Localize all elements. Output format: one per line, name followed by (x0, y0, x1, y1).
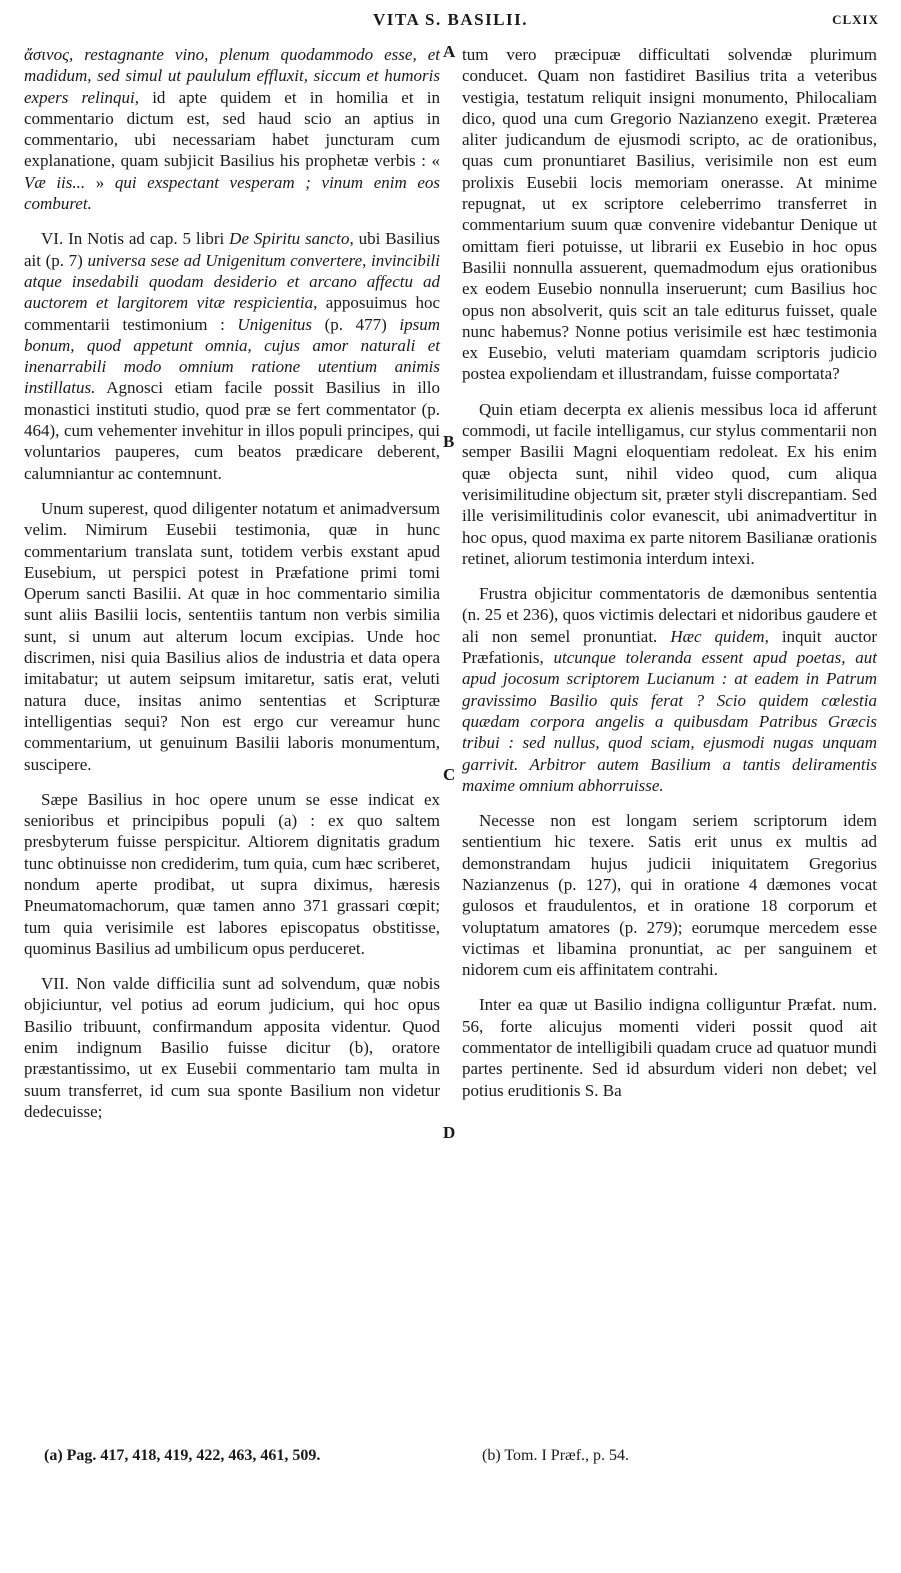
text-run: id apte quidem et in homilia et in commentario dictum est, sed haud scio an aptius in commentario, ubi necessariam habet juncturam cum explanatione, quam subjicit Basilius his prophetæ verbis : « (24, 87, 440, 171)
left-paragraph-4: Sæpe Basilius in hoc opere unum se esse indicat ex senioribus et principibus populi (a) : ex quo saltem presbyterum fuisse perspicitur. Altiorem dignitatis gradum tunc obtinuisse non crediderim, tum quia, cum hæc scriberet, nondum aperte prodibat, ut supra diximus, hæresis Pneumatomachorum, quæ tamen anno 371 grassari cœpit; tum quia verisimile est labores episcopatus obstitisse, quominus Basilius ad umbilicum opus perduceret. (24, 789, 440, 958)
margin-marker-c: C (443, 765, 456, 784)
left-paragraph-3: Unum superest, quod diligenter notatum et animadversum velim. Nimirum Eusebii testimonia, quæ in hunc commentarium translata sunt, totidem verbis exstant apud Eusebium, ut perspici potest in Præfatione primi tomi Operum sancti Basilii. At quæ in hoc commentario similia sunt aliis Basilii locis, sententiis tantum non verbis similia sunt, si unum aut alterum locum excipias. Unde hoc discrimen, nisi quia Basilius alios de industria et data opera imitabatur; ut autem seipsum imitaretur, satis erat, veluti natura duce, insitas animo sententias et Scripturæ intelligentias sequi? Non est ergo cur vereamur hunc commentarium, ut genuinum Basilii laboris monumentum, suscipere. (24, 498, 440, 774)
italic-quote: Unigenitus (237, 314, 313, 334)
margin-marker-b: B (443, 432, 455, 451)
page-folio: CLXIX (832, 12, 879, 27)
text-run: Agnosci etiam facile possit Basilius in illo monastici instituti studio, quod præ se fert commentator (p. 464), cum vehementer invehitur in illos populi principes, qui voluntarios pauperes, cum beatos prædicare deberent, calumniantur ac contemnunt. (24, 378, 440, 483)
margin-marker-d: D (443, 1123, 456, 1142)
italic-quote: qui exspectant vesperam ; vinum enim eos comburet. (24, 172, 440, 214)
italic-title: De Spiritu sancto (229, 229, 350, 249)
text-run: , inquit auctor Præfationis, (462, 626, 877, 668)
text-run: VI. In Notis ad cap. 5 libri (41, 229, 230, 249)
right-paragraph-3 (462, 583, 877, 796)
left-paragraph-5: VII. Non valde difficilia sunt ad solvendum, quæ nobis objiciuntur, vel potius ad eorum judicium, qui hoc opus Basilio tribuunt, confirmandum apposita videntur. Quod enim indignum Basilio fuisse dicitur (b), oratore præstantissimo, ut ex Eusebii commentario tam multa in suum transferret, id cum sua sponte Basilium non videtur dedecuisse; (24, 974, 440, 1121)
text-run: » (85, 172, 115, 192)
left-paragraph-1 (24, 44, 440, 214)
italic-quote: ἄσινος, restagnante vino, plenum quodammodo esse, et madidum, sed simul ut paululum effluxit, siccum et humoris expers relinqui, (24, 45, 440, 107)
text-run: , ubi Basilius ait (p. 7) (24, 229, 440, 270)
right-paragraph-5: Inter ea quæ ut Basilio indigna colliguntur Præfat. num. 56, forte alicujus momenti videri possit quod ait commentator de intelligibili quadam cruce ad quatuor mundi partes pertinente. Sed id absurdum videri non debet; vel potius eruditionis S. Ba (462, 995, 877, 1100)
running-title: VITA S. BASILII. (372, 10, 529, 29)
right-paragraph-2: Quin etiam decerpta ex alienis messibus loca id afferunt commodi, ut facile intelligamus, cur stylus commentarii non semper Basilii Magni eloquentiam redoleat. Ex his enim quæ objecta sunt, nihil video quod, cum aliqua verisimilitudine objectum sit, præter styli discrepantiam. Sed ille verisimilitudinis color evanescit, ubi animadvertitur in hoc opus, quod maxima ex parte nitorem Basilianæ orationis retinet, aliorum testimonia interdum intexi. (462, 399, 877, 568)
text-run: (p. 477) (312, 314, 400, 334)
left-paragraph-2 (24, 228, 440, 484)
right-paragraph-4: Necesse non est longam seriem scriptorum idem sentientium hic texere. Satis erit unus ex multis ad demonstrandam hujus judicii iniquitatem Gregorius Nazianzenus (p. 127), qui in oratione 4 dæmones vocat gulosos et fraudulentos, et in oratione 18 corporum et voluptatum amatores (p. 279); eorumque mercedem esse victimas et libamina pronuntiat, ac per sanguinem et nidorem cum eis affinitatem contrahi. (462, 811, 877, 980)
margin-marker-a: A (443, 42, 456, 61)
italic-quote: universa sese ad Unigenitum convertere, invincibili atque insedabili quodam desiderio et arcano affectu ad auctorem et largitorem vitæ respicientia, (24, 250, 440, 313)
italic-quote: ipsum bonum, quod appetunt omnia, cujus amor naturali et inenarrabili modo omnium ratione utentium animis instillatus. (24, 314, 441, 398)
right-paragraph-1: tum vero præcipuæ difficultati solvendæ plurimum conducet. Quam non fastidiret Basilius trita a veteribus vestigia, testatum reliquit insigni monumento, Philocaliam dico, quod una cum Gregorio Nazianzeno exegit. Præterea aliter judicandum de ejusmodi scripto, ac de orationibus, quas cum pronuntiaret Basilius, verisimile non est eum prolixis Eusebii locis memoriam onerasse. At minime repugnat, ut ex scriptore celeberrimo transferret in commentarium suum quæ convenire videbantur Denique ut omittam fieri potuisse, ut librarii ex Eusebio in hoc opus Basilii nonnulla assuerent, quemadmodum ejus orationibus ex eodem Eusebio nonnulla inseruerunt; cum Basilius hoc opus non absolverit, quis scit an tale editurus fuisset, quale nunc habemus? Nonne potius verisimile est hæc testimonia ex Eusebio, veluti materiam quamdam scriptoris judicio postea expoliendam et illustrandam, fuisse comportata? (462, 45, 877, 384)
text-run: apposuimus hoc commentarii testimonium : (24, 293, 440, 334)
footnote-a: (a) Pag. 417, 418, 419, 422, 463, 461, 509. (44, 1447, 321, 1464)
text-run: Frustra objicitur commentatoris de dæmonibus sententia (n. 25 et 236), quos victimis delectari et nidoribus gaudere et ali non semel pronuntiat. (462, 584, 877, 646)
left-column (24, 44, 440, 1122)
right-column (462, 44, 877, 1101)
italic-quote: Hæc quidem (670, 626, 765, 646)
italic-quote: utcunque toleranda essent apud poetas, aut apud jocosum scriptorem Lucianum : at eadem in Patrum gravissimo Basilio quis ferat ? Scio quidem cœlestia quædam corpora angelis a quibusdam Patribus Græcis tribui : sed nullus, quod sciam, ejusmodi nugas unquam garrivit. Arbitror autem Basilium a tantis deliramentis maxime omnium abhorruisse. (462, 648, 877, 795)
footnote-b: (b) Tom. I Præf., p. 54. (482, 1447, 630, 1464)
italic-quote: Væ iis... (24, 172, 86, 192)
